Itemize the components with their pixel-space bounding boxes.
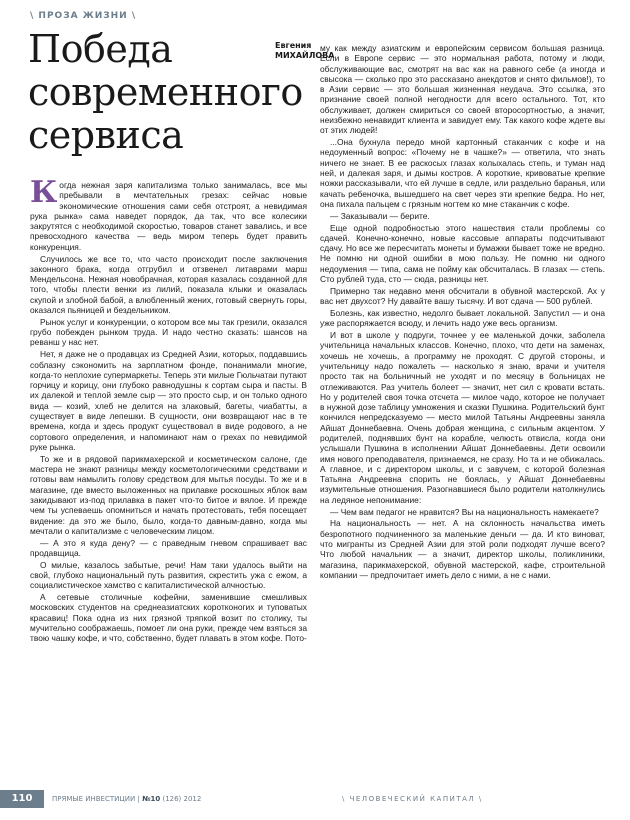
paragraph: му как между азиатским и европейским сервисом большая разница. Если в Европе сервис — это нормальная работа, потому и люди, обслуживающие вас, смотрят на вас как на равного себе (а иногда и свысока — сколько про это рассказано анекдотов и снято фильмов!), то в Азии сервис — это большая жизненная неудача. Это ссылка, это признание своей полной негодности для всего остального. Тот, кто обслуживает, должен смириться со своей второсортностью, а значит, неизбежно ненавидит клиента и завидует ему. Так какого кофе ждете вы от этих людей! [320, 43, 605, 136]
author-first-name: Евгения [275, 41, 312, 50]
paragraph: — А это я куда дену? — с праведным гневом спрашивает вас продавщица. [30, 537, 307, 558]
paragraph: — Заказывали — берите. [330, 210, 430, 221]
page-number: 110 [0, 790, 44, 808]
section-rubric: \ ПРОЗА ЖИЗНИ \ [30, 11, 137, 21]
footer-section-title: \ ЧЕЛОВЕЧЕСКИЙ КАПИТАЛ \ [342, 795, 483, 803]
paragraph: И вот в школе у подруги, точнее у ее маленькой дочки, заболела учительница начальных классов. Конечно, плохо, что дети на заменах, хочешь не хочешь, а программу не проходят. С другой стороны, и учительницу надо пожалеть — насколько я знаю, врачи и учителя просто так на больничный не уходят и по месяцу в больницах не отлеживаются. Раз учитель болеет — значит, нет сил с кровати встать. Но у родителей своя точка отсчета — милое чадо, которое не получает в нужной дозе таблицу умножения и сказки Пушкина. Родительский бунт кончился непредсказуемо — место милой Татьяны Андреевны заняла Айшат Доннебаевна. Очень добрая женщина, с сильным акцентом. У родителей, поднявших бунт на корабле, челюсть отвисла, когда они услышали Пушкина в исполнении Айшат Доннебаевны. Дети освоили имя нового преподавателя, признаемся, не сразу. Но та и не обижалась. А главное, и с директором школы, и с завучем, с которой болезная Татьяна Андреевна спорить не боялась, у Айшат Доннебаевны изумительные отношения. Разогнавшиеся было родители натолкнулись на ледяное непонимание: [320, 330, 605, 505]
page-footer [0, 790, 630, 808]
magazine-name: ПРЯМЫЕ ИНВЕСТИЦИИ [52, 795, 136, 803]
paragraph: ...Она бухнула передо мной картонный стаканчик с кофе и на недоуменный вопрос: «Почему не в чашке?» — ответила, что знать ничего не знает. В ее раскосых глазах колыхалась степь, и туман над ней, и далекая заря, и дымы костров. А короткие, кривоватые крепкие ножки рассказывали, что ей лучше в седле, или раздельно баранья, или качать ребеночка, вышедшего на свет через эти крепкие бедра. Но нет, она пихала пальцем с грязным ногтем ко мне стаканчик с кофе. [320, 137, 605, 209]
paragraph: Когда нежная заря капитализма только занималась, все мы пребывали в мечтательных грезах: сейчас новые экономические отношения сами себя отстроят, а невидимая рука рынка» сама наведет порядок, да так, что все колесики закрутятся с необходимой скоростью, товаров станет завались, и все превосходного качества — ведь миром теперь будет править конкуренция. [30, 180, 307, 252]
paragraph: На национальность — нет. А на склонность начальства иметь безропотного подчиненного за маленькие деньги — да. И кто виноват, что мигранты из Средней Азии для этой роли подходят лучше всего? Что любой начальник — а значит, директор школы, поликлиники, магазина, парикмахерской, обувной мастерской, кафе, строительной компании — предпочитает иметь дело с ними, а не с нами. [320, 518, 605, 580]
issue-detail: (126) 2012 [162, 795, 202, 803]
paragraph: То же и в рядовой парикмахерской и косметическом салоне, где мастера не знают разницы между косметологическими средствами и готовы вам намылить голову средством для мытья посуды. То же и в магазине, где вместо выложенных на прилавке роскошных яблок вам закидывают из-под прилавка в пакет что-то битое и вялое. И прежде чем ты успеваешь опомниться и начать протестовать, тебя посещает видение: да это же было, было, когда-то давным-давно, когда мы мечтали о капитализме с человеческим лицом. [30, 453, 307, 536]
author-last-name: МИХАЙЛОВА [275, 51, 335, 60]
paragraph: — Чем вам педагог не нравится? Вы на национальность намекаете? [330, 506, 599, 517]
paragraph: Еще одной подробностью этого нашествия стали проблемы со сдачей. Конечно-конечно, новые кассовые аппараты подсчитывают сдачу. Но все же пересчитать монеты и бумажки бывает тоже не вредно. Не помню ни одной ошибки в мою пользу. Не помню ни одного недоумения — типа, сама не пойму как обсчиталась. В глазах — степь. Сто рублей туда, сто — сюда, разницы нет. [320, 222, 605, 285]
drop-cap: К [30, 180, 58, 210]
text-column-left [30, 180, 307, 782]
paragraph: А сетевые столичные кофейни, заменившие смешливых московских студентов на среднеазиатских коротконогих и туповатых красавиц! Пока одна из них грязной тряпкой возит по столику, ты мучительно соображаешь, помоет ли она руки, прежде чем взяться за твою чашку кофе, и что, собственно, будет плавать в этом кофе. Пото- [30, 592, 307, 644]
magazine-info: ПРЯМЫЕ ИНВЕСТИЦИИ | №10 (126) 2012 [52, 795, 202, 803]
paragraph: Болезнь, как известно, недолго бывает локальной. Запустил — и она уже распоряжается всюду, и лечить надо уже весь организм. [320, 307, 605, 329]
article-title: Победа современного сервиса [28, 27, 303, 157]
paragraph: Нет, я даже не о продавцах из Средней Азии, которых, поддавшись соблазну сэкономить на зарплатном фонде, понанимали многие, когда-то неплохие супермаркеты. Теперь эти милые Гюльчатаи путают горчицу и корицу, они глубоко равнодушны к сортам сыра и пасты. В их далекой и теплой земле сыр — это просто сыр, и он только одного вида — козий, хлеб не делится на злаковый, багеты, чиабатты, а существует в виде лепешки. В сущности, они возвращают нас в те времена, когда и здесь продукт существовал в виде родового, а не сортового определения, и напоминают нам о грехах по невидимой руке рынка. [30, 349, 307, 452]
issue-number: №10 [142, 795, 161, 803]
paragraph: Примерно так недавно меня обсчитали в обувной мастерской. Ах у вас нет двухсот? Ну давайте вашу тысячу. И вот сдача — 500 рублей. [320, 285, 605, 307]
paragraph: О милые, казалось забытые, речи! Нам таки удалось выйти на свой, глубоко национальный путь развития, скрестить ужа с ежом, а социалистическое хамство с капиталистической алчностью. [30, 559, 307, 591]
text-column-right [320, 43, 605, 783]
paragraph: Рынок услуг и конкуренции, о котором все мы так грезили, оказался грубо побежден рынком труда. И надо честно сказать: шансов на реванш у нас нет. [30, 316, 307, 348]
paragraph: Случилось же все то, что часто происходит после заключения законного брака, когда отгрубил и отзвенел литаврами марш Мендельсона. Нежная новобрачная, которая казалась созданной для того, чтобы плести венки из лилий, показала клыки и оказалась скупой и злобной бабой, а влюбленный жених, готовый свернуть горы, оказался пьяницей и бездельником. [30, 253, 307, 316]
